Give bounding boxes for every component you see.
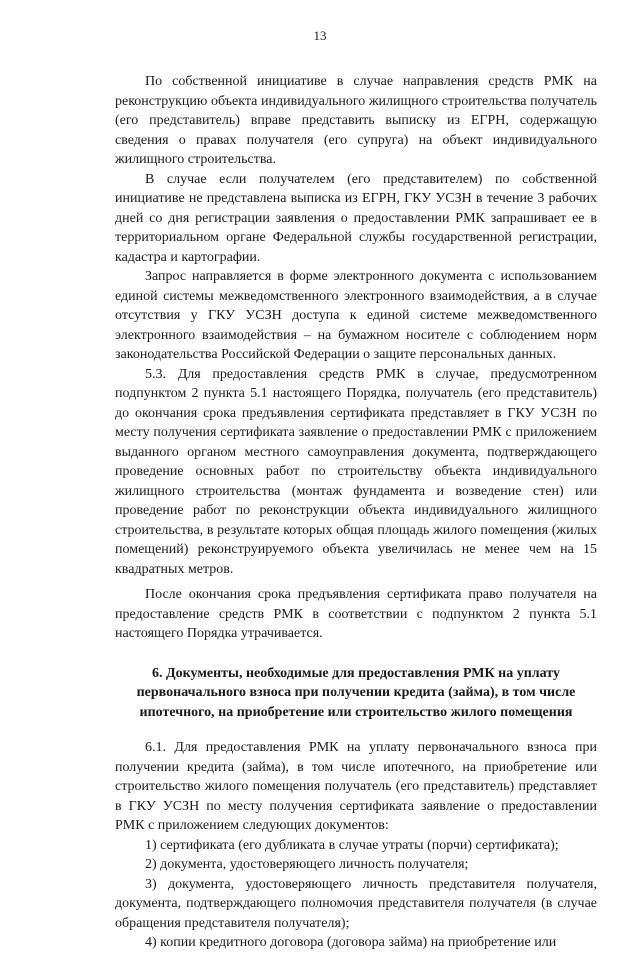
- list-item: 3) документа, удостоверяющего личность представителя получателя, документа, подтверждающего полномочия представителя получателя (в случае обращения представителя получателя);: [115, 876, 597, 931]
- list-item: 4) копии кредитного договора (договора займа) на приобретение или: [145, 935, 557, 950]
- section-heading-line: ипотечного, на приобретение или строительство жилого помещения: [139, 704, 573, 720]
- section-heading-line: первоначального взноса при получении кредита (займа), в том числе: [136, 685, 576, 700]
- section-intro-paragraph: 6.1. Для предоставления РМК на уплату первоначального взноса при получении кредита (займа), в том числе ипотечного, на приобретение или строительство жилого помещения получатель (его представитель) представляет в ГКУ УСЗН по месту получения сертификата заявление о предоставлении РМК с приложением следующих документов:: [115, 740, 597, 833]
- document-list: [115, 836, 597, 953]
- paragraph: 5.3. Для предоставления средств РМК в случае, предусмотренном подпунктом 2 пункта 5.1 настоящего Порядка, получатель (его представитель) до окончания срока предъявления сертификата представляет в ГКУ УСЗН по месту получения сертификата заявление о предоставлении РМК с приложением выданного органом местного самоуправления документа, подтверждающего проведение основных работ по строительству объекта индивидуального жилищного строительства (монтаж фундамента и возведение стен) или проведение работ по реконструкции объекта индивидуального жилищного строительства, в результате которых общая площадь жилого помещения (жилых помещений) реконструируемого объекта увеличилась не менее чем на 15 квадратных метров.: [115, 366, 597, 577]
- paragraph: После окончания срока предъявления сертификата право получателя на предоставление средств РМК в соответствии с подпунктом 2 пункта 5.1 настоящего Порядка утрачивается.: [115, 587, 597, 641]
- list-item: 1) сертификата (его дубликата в случае утраты (порчи) сертификата);: [145, 837, 559, 853]
- list-item: 2) документа, удостоверяющего личность получателя;: [145, 857, 469, 872]
- paragraph: Запрос направляется в форме электронного документа с использованием единой системы межведомственного электронного взаимодействия, а в случае отсутствия у ГКУ УСЗН доступа к единой системе межведомственного электронного взаимодействия – на бумажном носителе с соблюдением норм законодательства Российской Федерации о защите персональных данных.: [115, 269, 597, 362]
- section-heading-line: 6. Документы, необходимые для предоставления РМК на уплату: [152, 665, 560, 681]
- page-number: 13: [313, 28, 327, 43]
- section-heading: [115, 664, 597, 723]
- paragraph: По собственной инициативе в случае направления средств РМК на реконструкцию объекта индивидуального жилищного строительства получатель (его представитель) вправе представить выписку из ЕГРН, содержащую сведения о правах получателя (его супруга) на объект индивидуального жилищного строительства.: [115, 74, 597, 167]
- paragraph: В случае если получателем (его представителем) по собственной инициативе не представлена выписка из ЕГРН, ГКУ УСЗН в течение 3 рабочих дней со дня регистрации заявления о предоставлении РМК запрашивает ее в территориальном органе Федеральной службы государственной регистрации, кадастра и картографии.: [115, 171, 597, 265]
- document-body: [115, 72, 597, 953]
